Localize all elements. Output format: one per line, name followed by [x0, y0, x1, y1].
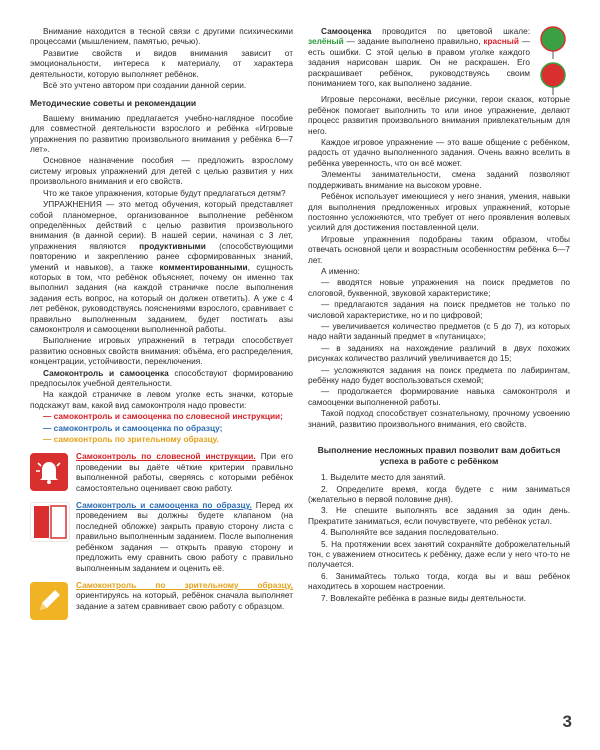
- self-estimation-text-b: проводится по цветовой шкале:: [382, 26, 530, 36]
- green-ball-icon: [538, 26, 564, 52]
- list-item: — предлагаются задания на поиск предметов не только по числовой характеристике, но и по цифровой;: [308, 299, 570, 320]
- exercises-text-e: , сущность которых в том, что ребёнок объясняет, почему он именно так выполнил задания (на каждой страничке после выполнения задания есть вопрос, на который он должен ответить). А уже с 4 лет ребёнок, руководствуясь пояснениями взрослого, сравнивает с правильно выполненным заданием, будет постигать азы самоконтроля и самооценки выполненной работы.: [30, 261, 293, 334]
- paragraph-question: Что же такое упражнения, которые будут предлагаться детям?: [43, 187, 286, 198]
- verbal-instruction-box: [30, 451, 293, 493]
- self-estimation-term: Самооценка: [321, 26, 372, 36]
- page-number: 3: [562, 712, 572, 731]
- paragraph-self-control: [30, 368, 293, 389]
- list-item: — продолжается формирование навыка самоконтроля и самооценки выполненной работы.: [308, 386, 570, 407]
- paragraph-properties: Выполнение игровых упражнений в тетради способствует развитию основных свойств внимания: объёма, его распределения, концентрации, устойчивости, переключения.: [30, 335, 293, 367]
- visual-sample-box: [30, 580, 293, 616]
- list-item: — в заданиях на нахождение различий в двух похожих рисунках количество различий увеличивается до 15;: [308, 342, 570, 364]
- rule-item: 5. На протяжении всех занятий сохраняйте доброжелательный тон, с уважением относитесь к ребёнку, даже если у него что-то не получается.: [308, 538, 570, 570]
- paragraph-goal: Основное назначение пособия — предложить взрослому систему игровых упражнений для детей с целью развития у них произвольного внимания и его свойств.: [30, 155, 293, 187]
- pencil-icon: [30, 582, 68, 620]
- green-word: зелёный: [308, 36, 344, 47]
- paragraph-exercises: [30, 199, 293, 334]
- intro-paragraph-2: Развитие свойств и видов внимания зависит от эмоциональности, интереса к материалу, от характера деятельности, которую выполняет ребёнок.: [30, 47, 293, 79]
- paragraph-knowledge: Ребёнок использует имеющиеся у него знания, умения, навыки для выполнения предложенных игровых упражнений, которые постоянно усложняются, что требует от него проявления волевых усилий для достижения поставленной цели.: [308, 191, 570, 233]
- dash-sample: — самоконтроль и самооценка по образцу;: [43, 422, 223, 433]
- visual-box-text: ориентируясь на который, ребёнок сначала выполняет задание а затем сравнивает свою работу с образцом.: [76, 590, 293, 611]
- flag-icon: [30, 502, 70, 542]
- verbal-box-title: Самоконтроль по словесной инструкции.: [76, 451, 256, 462]
- paragraph-purpose: Вашему вниманию предлагается учебно-наглядное пособие для совместной деятельности взрослого и ребёнка «Игровые упражнения по развитию произвольного внимания у ребёнка 6—7 лет».: [30, 112, 293, 155]
- left-column: [30, 26, 293, 616]
- rule-item: 6. Занимайтесь только тогда, когда вы и ваш ребёнок находитесь в хорошем настроении.: [308, 570, 570, 592]
- sample-box-title: Самоконтроль и самооценка по образцу.: [76, 500, 252, 511]
- rules-heading: Выполнение несложных правил позволит вам добиться успеха в работе с ребёнком: [317, 445, 561, 466]
- rule-item: 3. Не спешите выполнять все задания за один день. Прекратите заниматься, если почувствуете, что ребёнок устал.: [308, 505, 570, 526]
- intro-paragraph-3: Всё это учтено автором при создании данной серии.: [43, 80, 247, 91]
- paragraph-entertainment: Элементы занимательности, смена заданий позволяют поддерживать внимание на высоком уровне.: [308, 169, 570, 190]
- red-word: красный: [483, 36, 519, 47]
- list-item: — усложняются задания на поиск предмета по лабиринтам, ребёнку надо будет воспользоваться схемой;: [308, 364, 570, 385]
- right-column: [308, 26, 570, 604]
- bell-icon: [30, 453, 68, 491]
- sample-box: [30, 500, 293, 573]
- red-ball-icon: [538, 62, 564, 88]
- sample-box-text: Перед их проведением вы должны будете клапаном (на последней обложке) закрыть правую сторону листа с правильно выполненным заданием. После выполнения ребёнком задания — открыть правую сторону и предложить ему сравнить свою работу с правильно выполненным заданием и оценить её.: [76, 500, 293, 573]
- dash-visual: — самоконтроль по зрительному образцу.: [43, 434, 219, 445]
- paragraph-namely: А именно:: [321, 265, 360, 276]
- self-estimation-text-d: — есть ошибки. С этой целью в правом уголке каждого задания нарисован шарик. Он не раскрашен. Его раскрашивает ребёнок, руководствуясь своим пониманием того, как выполнено задание.: [308, 36, 531, 89]
- paragraph-characters: Игровые персонажи, весёлые рисунки, герои сказок, которые ребёнок помогает выполнить то или иное упражнение, делают процесс развития произвольного внимания привлекательным для него.: [308, 94, 570, 136]
- commented-term: комментированными: [159, 261, 248, 272]
- exercises-text-c: (способствующими повторению и закреплению ранее сформированных знаний, умений и навыков), а также: [30, 240, 293, 272]
- self-control-text: способствуют формированию предпосылок учебной деятельности.: [30, 367, 293, 388]
- rule-item: 4. Выполняйте все задания последовательно.: [321, 527, 499, 538]
- paragraph-approach: Такой подход способствует сознательному, прочному усвоению знаний, развитию произвольного внимания, его свойств.: [308, 408, 570, 429]
- self-estimation-block: [308, 26, 570, 88]
- intro-paragraph-1: Внимание находится в тесной связи с другими психическими процессами (мышлением, памятью, речью).: [30, 26, 293, 47]
- paragraph-selection: Игровые упражнения подобраны таким образом, чтобы отвечать основной цели и возрастным особенностям ребёнка 6—7 лет.: [308, 233, 570, 265]
- section-heading: Методические советы и рекомендации: [30, 98, 197, 109]
- self-estimation-paragraph: [308, 26, 530, 88]
- self-control-term: Самоконтроль и самооценка: [43, 367, 169, 378]
- rule-item: 7. Вовлекайте ребёнка в разные виды деятельности.: [321, 592, 527, 603]
- rule-item: 2. Определите время, когда будете с ним заниматься (желательно в первой половине дня).: [308, 483, 570, 505]
- self-estimation-text-c: — задание выполнено правильно,: [346, 36, 481, 47]
- list-item: — увеличивается количество предметов (с 5 до 7), из которых надо найти заданный предмет в «путаницах»;: [308, 320, 570, 342]
- rule-item: 1. Выделите место для занятий.: [321, 472, 446, 483]
- paragraph-communication: Каждое игровое упражнение — это ваше общение с ребёнком, радость от удачно выполненного задания. Очень важно вселить в ребёнка уверенность, что он всё может.: [308, 137, 570, 168]
- list-item: — вводятся новые упражнения на поиск предметов по слоговой, буквенной, звуковой характеристике;: [308, 277, 570, 298]
- productive-term: продуктивными: [139, 240, 206, 251]
- dash-verbal: — самоконтроль и самооценка по словесной инструкции;: [43, 411, 283, 422]
- paragraph-icons-intro: На каждой страничке в левом уголке есть значки, которые подскажут вам, какой вид самоконтроля надо провести:: [30, 389, 293, 410]
- exercises-text-a: УПРАЖНЕНИЯ — это метод обучения, который представляет собой планомерное, организованное выполнение ребёнком определённых действий с целью развития произвольного внимания (в данной серии). В нашей серии, начиная с 3 лет, упражнения являются: [30, 199, 293, 251]
- visual-box-title: Самоконтроль по зрительному образцу,: [76, 579, 293, 590]
- verbal-box-text: При его проведении вы даёте чёткие критерии правильно выполненной работы, сверяясь с которыми ребёнок самостоятельно оценивает свою работу.: [76, 451, 293, 493]
